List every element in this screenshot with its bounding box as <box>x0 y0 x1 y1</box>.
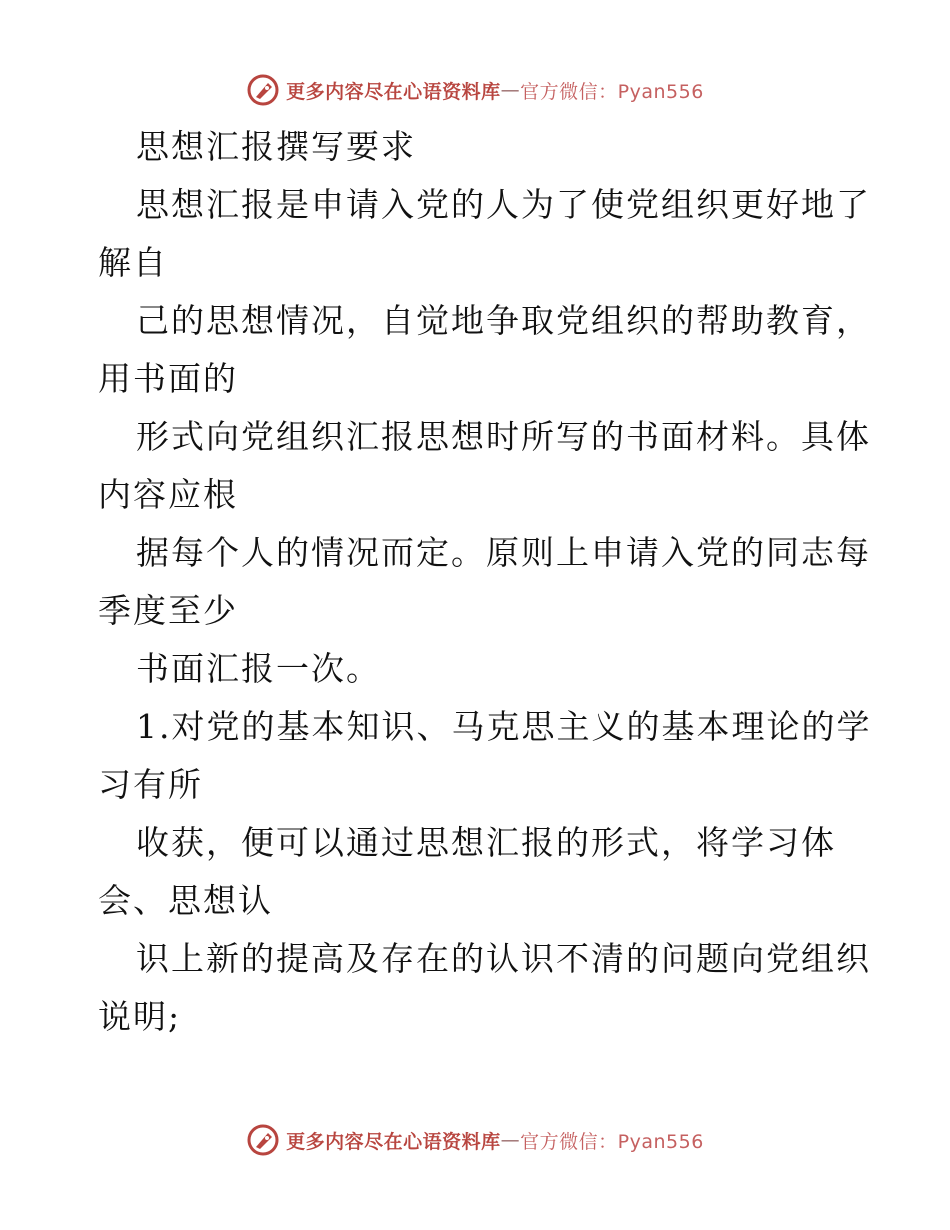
document-line: 1.对党的基本知识、马克思主义的基本理论的学 <box>136 707 872 746</box>
watermark-separator: — <box>500 1129 521 1151</box>
document-body <box>98 118 872 1046</box>
document-line: 己的思想情况，自觉地争取党组织的帮助教育， <box>136 301 871 340</box>
header-watermark <box>0 70 950 110</box>
document-line: 形式向党组织汇报思想时所写的书面材料。具体 <box>136 417 871 456</box>
document-line: 识上新的提高及存在的认识不清的问题向党组织 <box>136 939 871 978</box>
document-line: 据每个人的情况而定。原则上申请入党的同志每 <box>136 533 871 572</box>
document-line: 收获，便可以通过思想汇报的形式，将学习体 <box>136 823 836 862</box>
document-line: 思想汇报撰写要求 <box>136 127 416 166</box>
pen-nib-logo-icon <box>246 1123 280 1157</box>
document-line: 习有所 <box>98 765 203 804</box>
footer-watermark <box>0 1120 950 1160</box>
document-line: 说明; <box>98 997 182 1036</box>
watermark-main-text: 更多内容尽在心语资料库 <box>286 1130 501 1153</box>
document-line: 季度至少 <box>98 591 238 630</box>
document-line: 内容应根 <box>98 475 238 514</box>
document-line: 会、思想认 <box>98 881 273 920</box>
document-line: 用书面的 <box>98 359 238 398</box>
watermark-main-text: 更多内容尽在心语资料库 <box>286 80 501 103</box>
watermark-wechat-text: 官方微信：Pyan556 <box>520 1130 704 1153</box>
document-line: 思想汇报是申请入党的人为了使党组织更好地了 <box>136 185 871 224</box>
document-line: 书面汇报一次。 <box>136 649 381 688</box>
pen-nib-logo-icon <box>246 73 280 107</box>
watermark-separator: — <box>500 79 521 101</box>
watermark-wechat-text: 官方微信：Pyan556 <box>520 80 704 103</box>
document-line: 解自 <box>98 243 168 282</box>
